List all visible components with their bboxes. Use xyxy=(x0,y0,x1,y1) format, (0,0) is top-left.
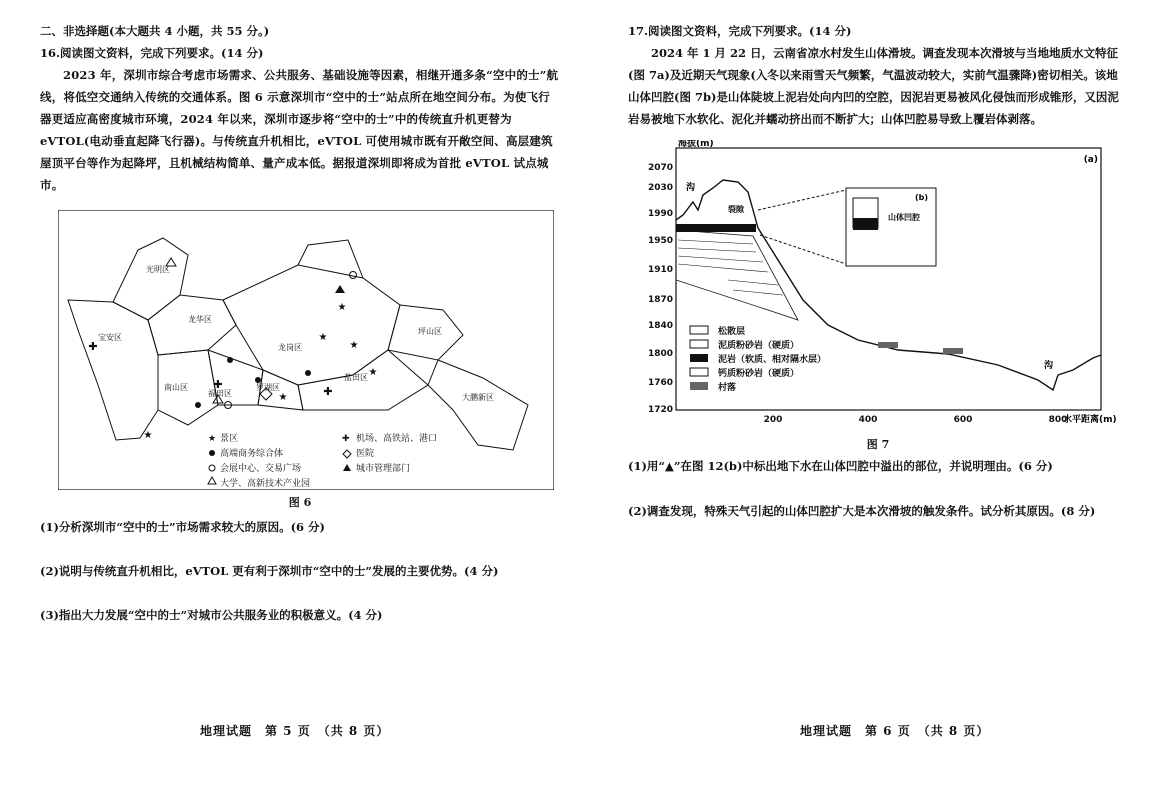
x-tick: 600 xyxy=(953,415,973,425)
cavity-label: 山体凹腔 xyxy=(888,213,920,222)
y-tick: 1910 xyxy=(647,265,673,275)
scenic-icon: ★ xyxy=(143,430,153,441)
legend-airport: 机场、高铁站、港口 xyxy=(356,434,438,444)
y-tick: 1990 xyxy=(647,209,673,219)
scenic-icon: ★ xyxy=(278,392,288,403)
district-yantian: 盐田区 xyxy=(344,373,368,382)
legend-village: 村落 xyxy=(718,383,737,393)
legend-admin: 城市管理部门 xyxy=(356,464,411,474)
gully-label-1: 沟 xyxy=(686,183,696,193)
railway-icon: ✚ xyxy=(213,378,223,391)
scenic-icon: ★ xyxy=(337,302,347,313)
landslide-profile-chart xyxy=(628,140,1118,430)
business-icon xyxy=(195,402,201,408)
legend-university: 大学、高新技术产业园 xyxy=(220,479,311,489)
panel-a-label: (a) xyxy=(1083,155,1098,165)
fig6-caption: 图 6 xyxy=(288,496,312,509)
q17-paragraph: 2024 年 1 月 22 日，云南省凉水村发生山体滑坡。调查发现本次滑坡与当地地质水文特征(图 7a)及近期天气现象(入冬以来雨雪天气频繁，气温波动较大，实前气温骤降)密切相关。该地山体凹腔(图 7b)是山体陡坡上泥岩处向内凹的空腔，因泥岩更易被风化侵蚀而形成锥形，又因泥岩易被地下水软化、泥化并蠕动挤出而不断扩大；山体凹腔易导致上覆岩体剥落。 xyxy=(628,46,1119,126)
district-nanshan: 南山区 xyxy=(164,383,188,392)
legend-star-icon: ★ xyxy=(208,434,217,444)
district-luohu: 罗湖区 xyxy=(256,383,280,392)
q16-title: 16.阅读图文资料，完成下列要求。(14 分) xyxy=(40,46,264,60)
q17-sub2: (2)调查发现，特殊天气引起的山体凹腔扩大是本次滑坡的触发条件。试分析其原因。(8 分) xyxy=(628,504,1096,518)
right-footer: 地理试题 第 6 页 （共 8 页） xyxy=(800,724,990,738)
village-marker xyxy=(943,348,963,354)
legend-business: 高端商务综合体 xyxy=(220,449,284,459)
port-icon: ✚ xyxy=(323,385,333,398)
section-heading: 二、非选择题(本大题共 4 小题，共 55 分。) xyxy=(40,24,270,38)
airport-icon: ✚ xyxy=(88,340,98,353)
district-pingshan: 坪山区 xyxy=(418,327,442,336)
district-longhua: 龙华区 xyxy=(188,315,212,324)
legend-circle-icon xyxy=(209,465,215,471)
left-footer: 地理试题 第 5 页 （共 8 页） xyxy=(200,724,390,738)
legend-triangle-icon xyxy=(208,477,216,484)
legend-village-icon xyxy=(690,382,708,390)
inset-b xyxy=(758,188,936,266)
legend-scenic: 景区 xyxy=(220,434,239,444)
right-page xyxy=(628,0,1128,518)
mudstone-layer xyxy=(676,224,756,232)
x-tick: 800 xyxy=(1048,415,1068,425)
x-tick: 400 xyxy=(858,415,878,425)
business-icon xyxy=(305,370,311,376)
x-tick: 200 xyxy=(763,415,783,425)
y-tick: 2030 xyxy=(647,183,673,193)
q16-sub3: (3)指出大力发展“空中的士”对城市公共服务业的积极意义。(4 分) xyxy=(40,608,383,622)
fig7-caption: 图 7 xyxy=(866,438,890,451)
legend-mudstone: 泥岩（软质、相对隔水层） xyxy=(718,355,827,365)
legend-exhibition: 会展中心、交易广场 xyxy=(220,464,302,474)
y-tick: 1950 xyxy=(647,236,673,246)
legend-loose: 松散层 xyxy=(718,327,746,337)
exhibition-icon xyxy=(350,272,357,279)
admin-icon xyxy=(335,285,345,293)
business-icon xyxy=(227,357,233,363)
y-axis-label: 海拔(m) xyxy=(678,140,714,149)
district-baoan: 宝安区 xyxy=(98,333,122,342)
legend-mudstone-icon xyxy=(690,354,708,362)
q16-sub1: (1)分析深圳市“空中的士”市场需求较大的原因。(6 分) xyxy=(40,520,325,534)
legend-silty-icon xyxy=(690,340,708,348)
business-icon xyxy=(255,377,261,383)
district-dapeng: 大鹏新区 xyxy=(462,393,494,402)
district-guangming: 光明区 xyxy=(146,265,170,274)
legend-silty: 泥质粉砂岩（硬质） xyxy=(718,341,800,351)
legend-hospital: 医院 xyxy=(356,449,375,459)
legend-calcareous-icon xyxy=(690,368,708,376)
y-tick: 2070 xyxy=(647,163,673,173)
legend-loose-icon xyxy=(690,326,708,334)
x-axis-label: 水平距离(m) xyxy=(1063,415,1117,425)
legend-filled-triangle-icon xyxy=(343,464,351,471)
y-tick: 1870 xyxy=(647,295,673,305)
gully-label-2: 沟 xyxy=(1044,361,1054,371)
shenzhen-map xyxy=(58,210,554,490)
q17-title: 17.阅读图文资料，完成下列要求。(14 分) xyxy=(628,24,852,38)
q16-paragraph: 2023 年，深圳市综合考虑市场需求、公共服务、基础设施等因素，相继开通多条“空中的士”航线，将低空交通纳入传统的交通体系。图 6 示意深圳市“空中的士”站点所在地空间分布。为使飞行器更适应高密度城市环境，2024 年以来，深圳市逐步将“空中的士”中的传统直升机更替为 eVTOL(电动垂直起降飞行器)。与传统直升机相比，eVTOL 可使用城市既有开敞空间、高层建筑屋顶平台等作为起降坪，且机械结构简单、量产成本低。据报道深圳即将成为首批 eVTOL 试点城市。 xyxy=(40,68,559,192)
y-tick: 1720 xyxy=(647,405,673,415)
y-tick: 1840 xyxy=(647,321,673,331)
q16-sub2: (2)说明与传统直升机相比，eVTOL 更有利于深圳市“空中的士”发展的主要优势。(4 分) xyxy=(40,564,499,578)
panel-b-label: (b) xyxy=(914,193,928,202)
crack-label: 裂隙 xyxy=(728,205,744,214)
left-page xyxy=(40,0,560,622)
legend-diamond-icon xyxy=(343,450,351,458)
scenic-icon: ★ xyxy=(368,367,378,378)
y-tick: 1760 xyxy=(647,378,673,388)
rock-layers xyxy=(676,230,798,320)
village-marker xyxy=(878,342,898,348)
q17-sub1: (1)用“▲”在图 12(b)中标出地下水在山体凹腔中溢出的部位，并说明理由。(6 分) xyxy=(628,459,1053,473)
y-tick: 1800 xyxy=(647,349,673,359)
legend-calcareous: 钙质粉砂岩（硬质） xyxy=(718,369,800,379)
scenic-icon: ★ xyxy=(349,340,359,351)
district-longgang: 龙岗区 xyxy=(278,343,302,352)
scenic-icon: ★ xyxy=(318,332,328,343)
district-futian: 福田区 xyxy=(208,389,232,398)
legend-dot-icon xyxy=(209,450,215,456)
legend-cross-icon: ✚ xyxy=(342,434,350,444)
